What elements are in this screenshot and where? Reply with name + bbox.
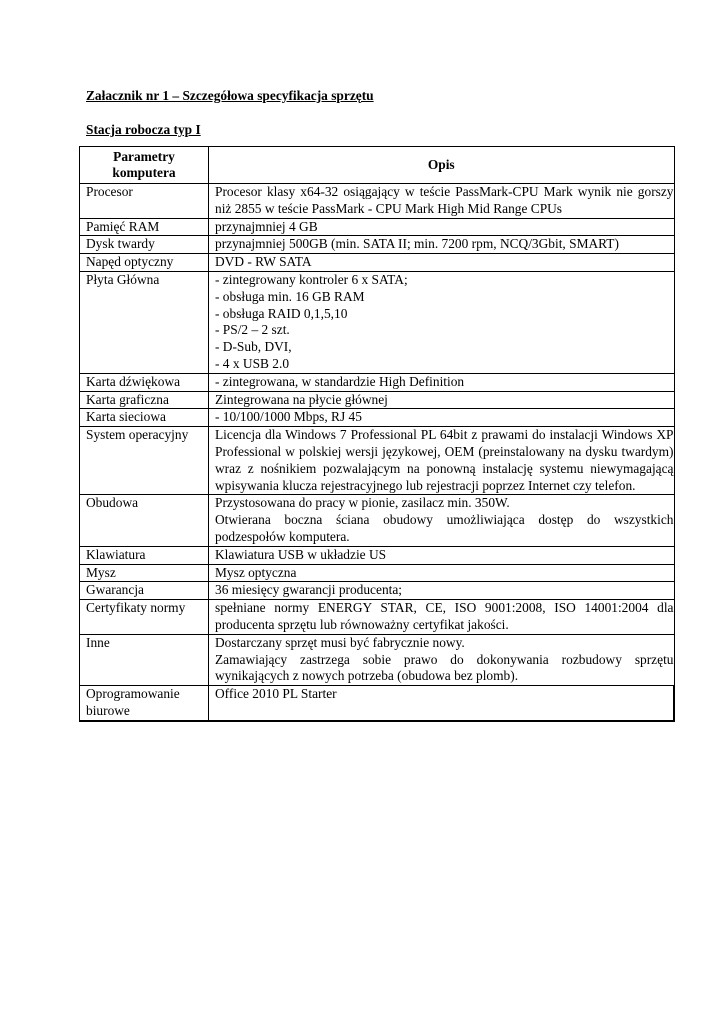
table-row <box>80 564 675 582</box>
row-description <box>209 254 675 272</box>
row-parameter: Certyfikaty normy <box>80 600 209 635</box>
row-parameter: Mysz <box>80 564 209 582</box>
row-description <box>209 686 675 721</box>
table-row <box>80 686 675 721</box>
description-line: przynajmniej 500GB (min. SATA II; min. 7200 rpm, NCQ/3Gbit, SMART) <box>215 236 619 252</box>
description-line: Mysz optyczna <box>215 564 297 580</box>
description-line: - D-Sub, DVI, <box>215 339 292 355</box>
row-parameter: Procesor <box>80 184 209 219</box>
row-description <box>209 184 675 219</box>
table-header <box>80 147 675 184</box>
row-description <box>209 373 675 391</box>
table-row <box>80 600 675 635</box>
row-parameter: Obudowa <box>80 495 209 546</box>
description-line: - obsługa min. 16 GB RAM <box>215 288 365 304</box>
header-description: Opis <box>209 147 675 184</box>
row-description <box>209 546 675 564</box>
row-description <box>209 495 675 546</box>
description-line: - PS/2 – 2 szt. <box>215 322 290 338</box>
table-row <box>80 254 675 272</box>
description-line: Otwierana boczna ściana obudowy umożliwiająca dostęp do wszystkich podzespołów komputera. <box>215 512 674 544</box>
description-line: Procesor klasy x64-32 osiągający w teście PassMark-CPU Mark wynik nie gorszy niż 2855 w teście PassMark - CPU Mark High Mid Range CPUs <box>215 184 674 216</box>
table-row <box>80 427 675 495</box>
row-description <box>209 409 675 427</box>
description-line: - 4 x USB 2.0 <box>215 355 290 371</box>
row-parameter: Napęd optyczny <box>80 254 209 272</box>
row-description <box>209 582 675 600</box>
table-row <box>80 634 675 685</box>
row-parameter: Karta graficzna <box>80 391 209 409</box>
table-row <box>80 582 675 600</box>
description-line: Office 2010 PL Starter <box>215 686 337 702</box>
row-parameter: Gwarancja <box>80 582 209 600</box>
header-params-line2: komputera <box>112 165 176 180</box>
description-line: - obsługa RAID 0,1,5,10 <box>215 305 348 321</box>
row-description <box>209 218 675 236</box>
table-row <box>80 271 675 373</box>
row-description <box>209 236 675 254</box>
section-title: Stacja robocza typ I <box>86 122 201 137</box>
table-row <box>80 495 675 546</box>
specification-table <box>79 146 675 722</box>
row-description <box>209 427 675 495</box>
table-row <box>80 409 675 427</box>
table-row <box>80 184 675 219</box>
row-description <box>209 564 675 582</box>
header-params-line1: Parametry <box>113 149 175 164</box>
description-line: przynajmniej 4 GB <box>215 218 318 234</box>
table-row <box>80 546 675 564</box>
table-row <box>80 391 675 409</box>
table-body <box>80 184 675 721</box>
description-line: Licencja dla Windows 7 Professional PL 64bit z prawami do instalacji Windows XP Professional w polskiej wersji językowej, OEM (preinstalowany na dysku twardym) wraz z nośnikiem pozwalającym na ponowną instalację systemu niewymagającą wpisywania klucza rejestracyjnego lub rejestracji poprzez Internet czy telefon. <box>215 427 674 493</box>
description-line: Dostarczany sprzęt musi być fabrycznie nowy. <box>215 634 465 650</box>
row-parameter: Klawiatura <box>80 546 209 564</box>
header-row <box>80 147 675 184</box>
row-parameter: Inne <box>80 634 209 685</box>
row-parameter: Pamięć RAM <box>80 218 209 236</box>
row-description <box>209 600 675 635</box>
row-parameter: Oprogramowanie biurowe <box>80 686 209 721</box>
description-line: Zintegrowana na płycie głównej <box>215 391 388 407</box>
description-line: Klawiatura USB w układzie US <box>215 546 387 562</box>
description-line: spełniane normy ENERGY STAR, CE, ISO 9001:2008, ISO 14001:2004 dla producenta sprzętu lub równoważny certyfikat jakości. <box>215 600 674 632</box>
row-parameter: Karta sieciowa <box>80 409 209 427</box>
row-parameter: Płyta Główna <box>80 271 209 373</box>
description-line: DVD - RW SATA <box>215 254 312 270</box>
row-description <box>209 391 675 409</box>
description-line: - zintegrowany kontroler 6 x SATA; <box>215 271 408 287</box>
row-description <box>209 271 675 373</box>
table-row <box>80 373 675 391</box>
row-parameter: System operacyjny <box>80 427 209 495</box>
description-line: Zamawiający zastrzega sobie prawo do dokonywania rozbudowy sprzętu wynikających z nowych potrzeba (obudowa bez plomb). <box>215 651 674 684</box>
row-parameter: Karta dźwiękowa <box>80 373 209 391</box>
document-title: Załacznik nr 1 – Szczegółowa specyfikacja sprzętu <box>86 88 374 103</box>
header-params <box>80 147 209 184</box>
table-row <box>80 218 675 236</box>
row-description <box>209 634 675 685</box>
description-line: - 10/100/1000 Mbps, RJ 45 <box>215 409 362 425</box>
description-line: Przystosowana do pracy w pionie, zasilacz min. 350W. <box>215 495 510 511</box>
table-row <box>80 236 675 254</box>
description-line: - zintegrowana, w standardzie High Definition <box>215 373 465 389</box>
description-line: 36 miesięcy gwarancji producenta; <box>215 582 403 598</box>
row-parameter: Dysk twardy <box>80 236 209 254</box>
